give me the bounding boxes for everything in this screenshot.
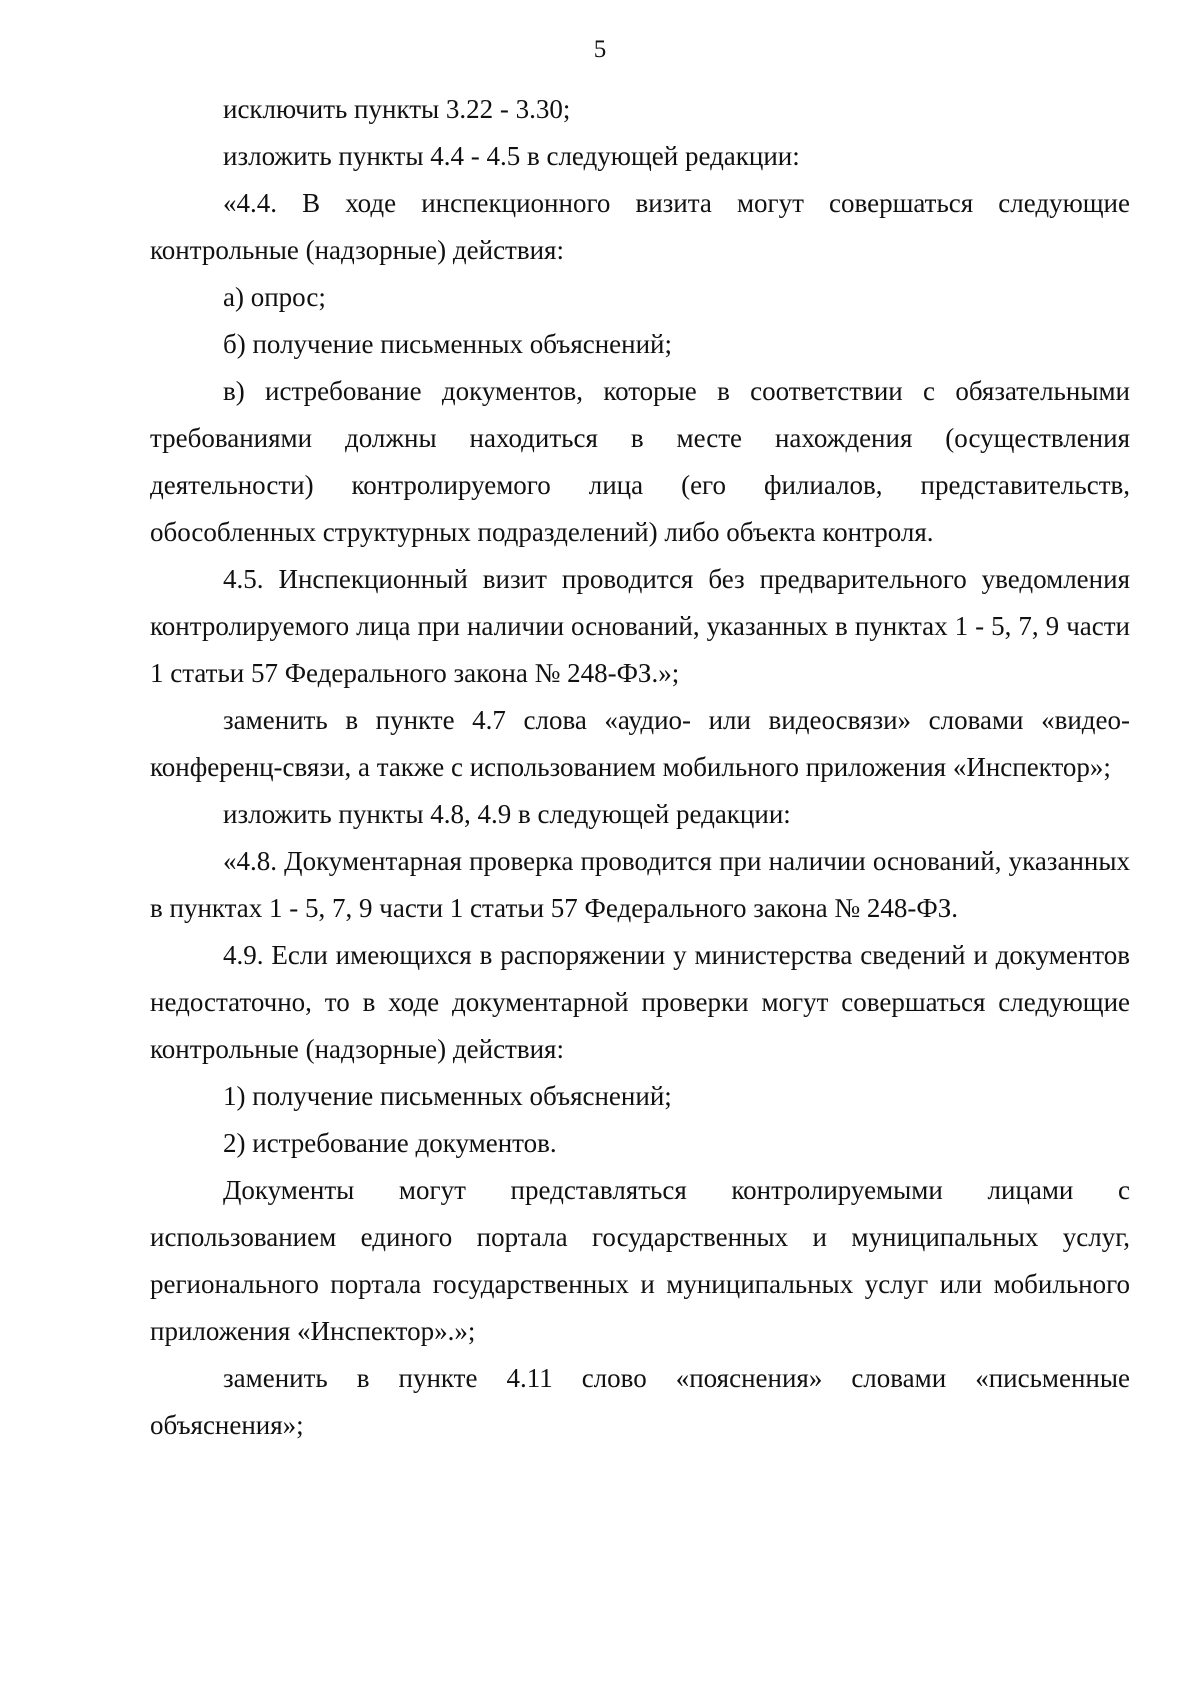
paragraph-restate-4-4-4-5: изложить пункты 4.4 - 4.5 в следующей редакции: (223, 141, 800, 171)
paragraph-item-1: 1) получение письменных объяснений; (223, 1081, 672, 1111)
paragraph-replace-4-11: заменить в пункте 4.11 слово «пояснения» словами «письменные объяснения»; (150, 1363, 1130, 1440)
paragraph-4-5: 4.5. Инспекционный визит проводится без предварительного уведомления контролируемого лица при наличии оснований, указанных в пунктах 1 - 5, 7, 9 части 1 статьи 57 Федерального закона № 248-ФЗ.»; (150, 564, 1130, 688)
paragraph-item-2: 2) истребование документов. (223, 1128, 557, 1158)
paragraph-replace-4-7: заменить в пункте 4.7 слова «аудио- или видеосвязи» словами «видео-конференц-связи, а также с использованием мобильного приложения «Инспектор»; (150, 705, 1130, 782)
paragraph-4-8: «4.8. Документарная проверка проводится при наличии оснований, указанных в пунктах 1 - 5, 7, 9 части 1 статьи 57 Федерального закона № 248-ФЗ. (150, 846, 1130, 923)
paragraph-restate-4-8-4-9: изложить пункты 4.8, 4.9 в следующей редакции: (223, 799, 791, 829)
paragraph-item-v: в) истребование документов, которые в соответствии с обязательными требованиями должны находиться в месте нахождения (осуществления деятельности) контролируемого лица (его филиалов, представительств, обособленных структурных подразделений) либо объекта контроля. (150, 376, 1130, 547)
paragraph-exclude-items: исключить пункты 3.22 - 3.30; (223, 94, 571, 124)
paragraph-documents: Документы могут представляться контролируемыми лицами с использованием единого портала государственных и муниципальных услуг, регионального портала государственных и муниципальных услуг или мобильного приложения «Инспектор».»; (150, 1175, 1130, 1346)
paragraph-item-a: а) опрос; (223, 282, 326, 312)
paragraph-item-b: б) получение письменных объяснений; (223, 329, 673, 359)
document-body (150, 86, 1130, 1449)
paragraph-4-9: 4.9. Если имеющихся в распоряжении у министерства сведений и документов недостаточно, то в ходе документарной проверки могут совершаться следующие контрольные (надзорные) действия: (150, 940, 1130, 1064)
page-number: 5 (593, 36, 607, 63)
paragraph-4-4: «4.4. В ходе инспекционного визита могут совершаться следующие контрольные (надзорные) действия: (150, 188, 1130, 265)
